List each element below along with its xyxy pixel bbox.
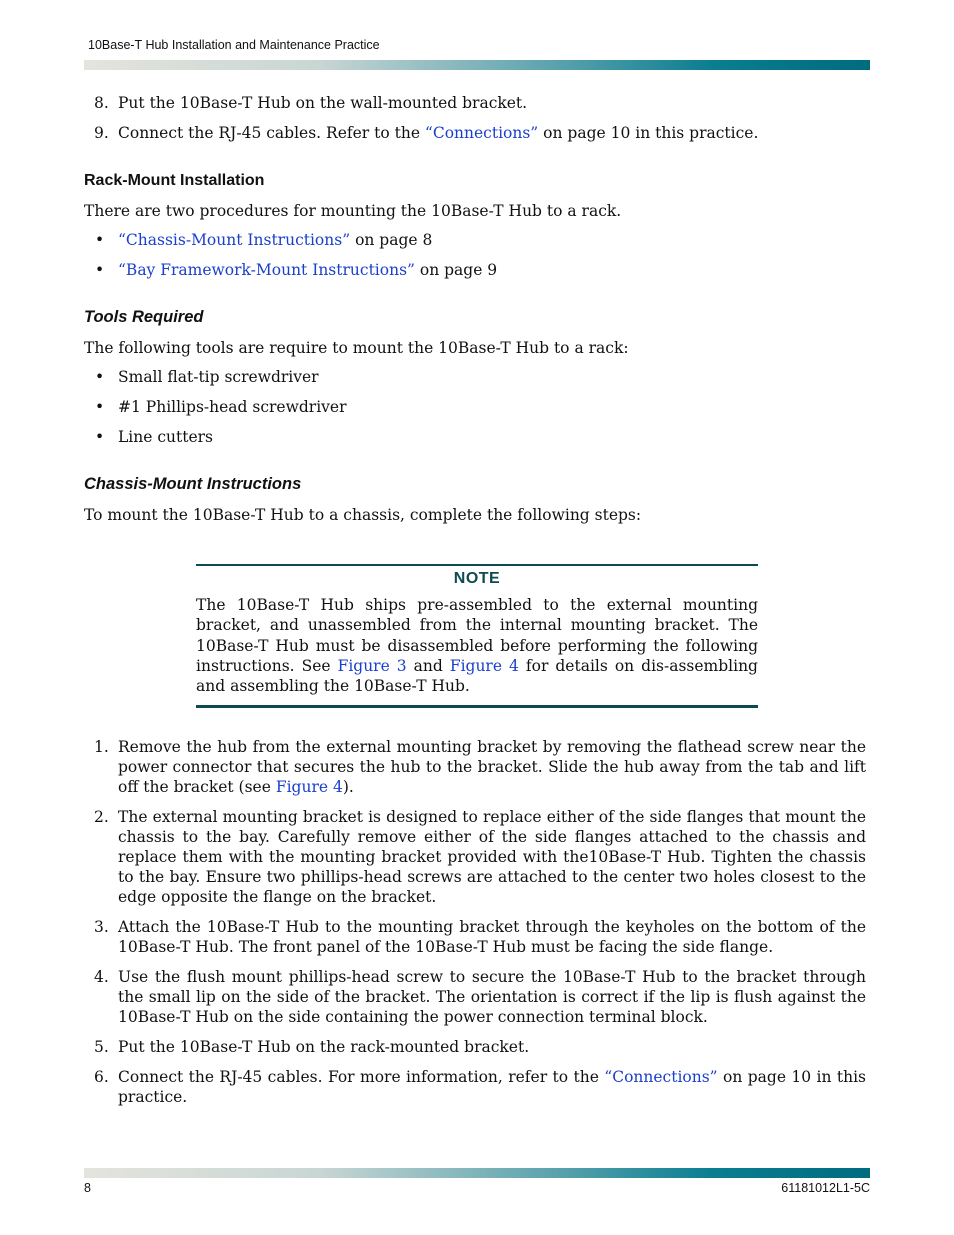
note-text: [196, 595, 758, 696]
step-text-post: on page 10 in this practice.: [538, 124, 759, 142]
note-title: NOTE: [453, 570, 501, 587]
note-text-post: for details on dis-assembling and assembling the 10Base-T Hub.: [196, 656, 758, 696]
connections-link[interactable]: “Connections”: [604, 1068, 718, 1086]
note-text-mid: and: [406, 656, 450, 675]
figure-4-link[interactable]: Figure 4: [449, 656, 519, 675]
note-box: [196, 564, 758, 708]
bullet-icon: •: [95, 261, 105, 279]
step-text: [118, 1067, 866, 1107]
chassis-mount-link[interactable]: “Chassis-Mount Instructions”: [118, 231, 351, 249]
step-number: 5.: [94, 1038, 109, 1056]
list-item-post: on page 8: [350, 231, 433, 249]
bullet-icon: •: [95, 428, 105, 446]
running-header: 10Base-T Hub Installation and Maintenance Practice: [88, 38, 380, 52]
section-intro: There are two procedures for mounting the 10Base-T Hub to a rack.: [84, 202, 622, 220]
footer-band: [84, 1168, 870, 1178]
step-number: 8.: [94, 94, 109, 112]
page-number: 8: [84, 1181, 91, 1195]
step-text-post: ).: [342, 778, 354, 796]
note-text-pre: The 10Base-T Hub ships pre-assembled to the external mounting bracket, and unassembled from the internal mounting bracket. The 10Base-T Hub must be disassembled before performing the following instructions. See: [196, 596, 758, 675]
step-text: The external mounting bracket is designed to replace either of the side flanges that mount the chassis to the bay. Carefully remove either of the side flanges attached to the chassis and replace them with the mounting bracket provided with the10Base-T Hub. Tighten the chassis to the bay. Ensure two phillips-head screws are attached to the center two holes closest to the edge opposite the flange on the bracket.: [118, 808, 866, 906]
step-text: [118, 737, 866, 797]
step-text-pre: Connect the RJ-45 cables. Refer to the: [118, 124, 425, 142]
bullet-icon: •: [95, 368, 105, 386]
step-text: Attach the 10Base-T Hub to the mounting bracket through the keyholes on the bottom of the 10Base-T Hub. The front panel of the 10Base-T Hub must be facing the side flange.: [118, 918, 866, 956]
step-text: Put the 10Base-T Hub on the wall-mounted bracket.: [118, 94, 528, 112]
section-heading: Rack-Mount Installation: [84, 172, 265, 189]
step-text: [118, 123, 866, 143]
list-item-post: on page 9: [414, 261, 498, 279]
document-id: 61181012L1-5C: [781, 1181, 870, 1195]
section-intro: The following tools are require to mount the 10Base-T Hub to a rack:: [84, 339, 629, 357]
step-number: 1.: [94, 738, 109, 756]
step-text-post: on page 10 in this practice.: [118, 1068, 866, 1106]
list-item: [118, 230, 432, 250]
step-number: 3.: [94, 918, 109, 936]
bullet-icon: •: [95, 231, 105, 249]
bay-framework-link[interactable]: “Bay Framework-Mount Instructions”: [118, 261, 415, 279]
step-text-pre: Connect the RJ-45 cables. For more information, refer to the: [118, 1068, 605, 1086]
step-number: 2.: [94, 808, 109, 826]
step-number: 6.: [94, 1068, 109, 1086]
step-text: Use the flush mount phillips-head screw to secure the 10Base-T Hub to the bracket through the small lip on the side of the bracket. The orientation is correct if the lip is flush against the 10Base-T Hub on the side containing the power connection terminal block.: [118, 968, 866, 1026]
header-band: [84, 60, 870, 70]
step-number: 9.: [94, 124, 109, 142]
list-item: Line cutters: [118, 428, 213, 446]
subsection-heading: Chassis-Mount Instructions: [84, 475, 302, 493]
list-item: Small flat-tip screwdriver: [118, 368, 319, 386]
step-number: 4.: [94, 968, 109, 986]
step-text-pre: Remove the hub from the external mounting bracket by removing the flathead screw near the power connector that secures the hub to the bracket. Slide the hub away from the tab and lift off the bracket (see: [118, 738, 866, 796]
figure-4-link[interactable]: Figure 4: [275, 778, 343, 796]
connections-link[interactable]: “Connections”: [424, 124, 539, 142]
figure-3-link[interactable]: Figure 3: [337, 656, 407, 675]
bullet-icon: •: [95, 398, 105, 416]
section-intro: To mount the 10Base-T Hub to a chassis, complete the following steps:: [84, 506, 642, 524]
list-item: [118, 260, 497, 280]
list-item: #1 Phillips-head screwdriver: [118, 398, 347, 416]
subsection-heading: Tools Required: [84, 308, 204, 326]
step-text: Put the 10Base-T Hub on the rack-mounted bracket.: [118, 1038, 530, 1056]
